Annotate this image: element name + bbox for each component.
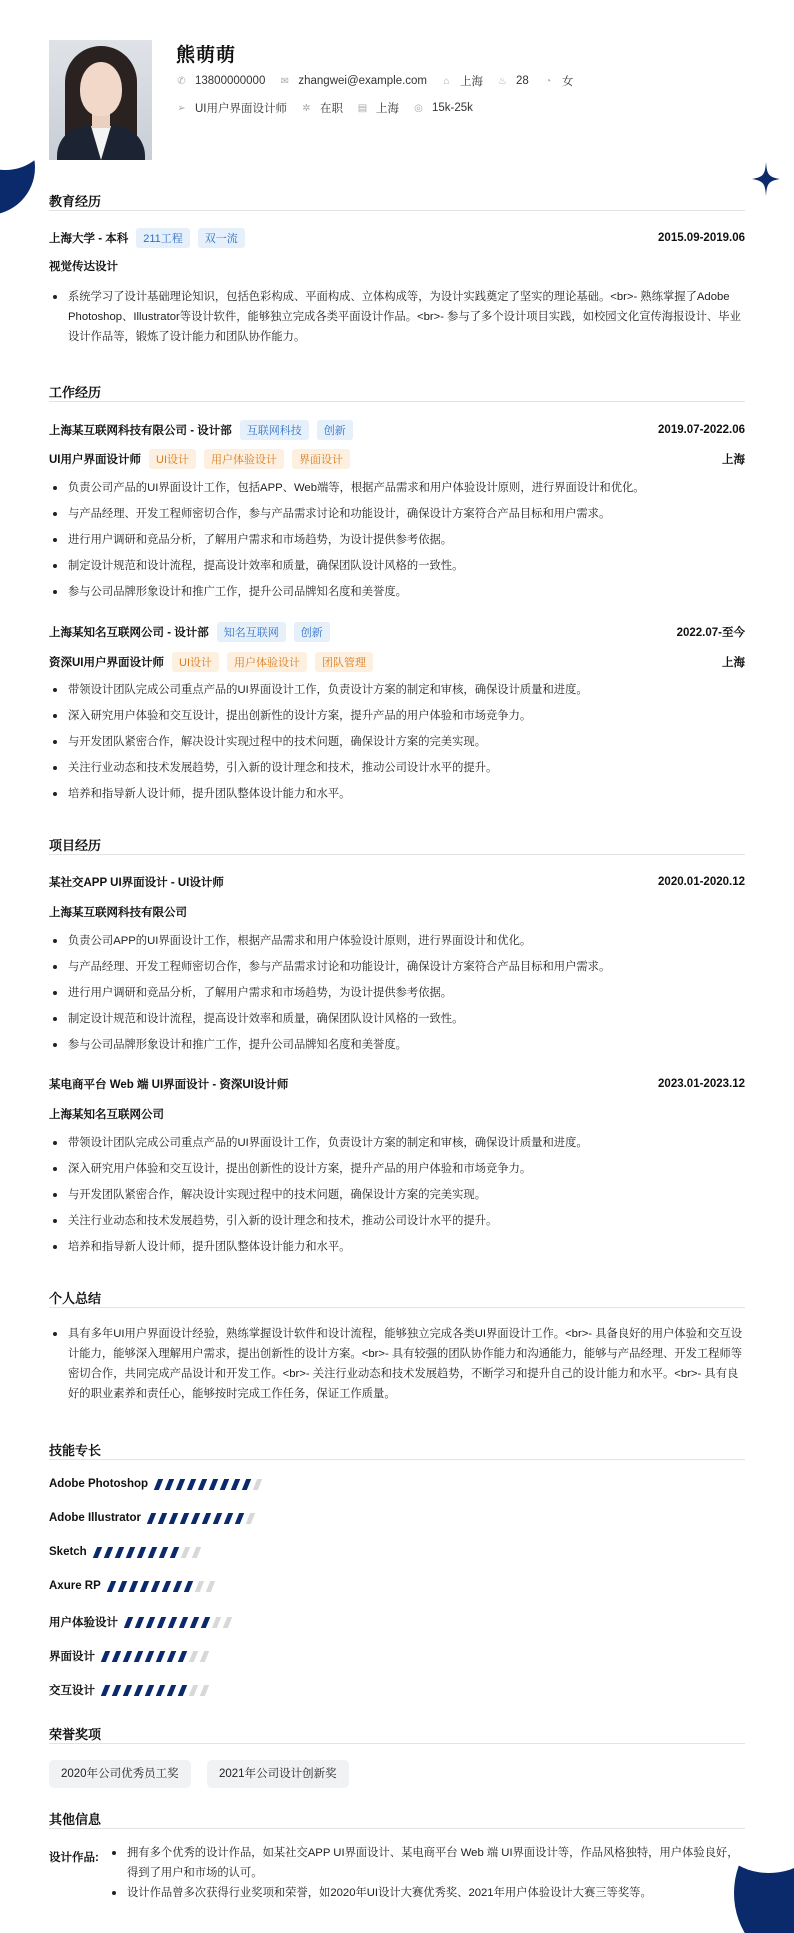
send-icon: ➢ [177,102,186,114]
skill-level-segment [223,1617,232,1628]
work-bullets [49,475,745,605]
skill-level-bar [149,1513,259,1524]
skill-row [49,1512,259,1524]
skill-level-segment [235,1513,244,1524]
contact-row [176,73,587,89]
project-date: 2020.01-2020.12 [658,876,745,888]
list-item: 与开发团队紧密合作，解决设计实现过程中的技术问题，确保设计方案的完美实现。 [49,729,745,755]
list-item: 关注行业动态和技术发展趋势，引入新的设计理念和技术，推动公司设计水平的提升。 [49,1208,745,1234]
skill-level-segment [146,1617,155,1628]
job-status: 在职 [320,103,343,115]
skill-level-segment [202,1513,211,1524]
email-address: zhangwei@example.com [298,75,428,87]
section-title-awards: 荣誉奖项 [49,1727,102,1742]
skill-level-segment [147,1513,156,1524]
skill-level-segment [129,1581,138,1592]
skill-level-segment [140,1581,149,1592]
summary-text [49,1324,745,1404]
position-tag: 团队管理 [315,652,373,672]
gender-item [543,73,574,89]
skill-level-segment [242,1479,251,1490]
education-header [49,228,745,248]
skill-level-segment [145,1685,154,1696]
skill-level-segment [124,1617,133,1628]
divider [49,1459,745,1460]
project-bullets [49,928,745,1058]
skill-level-segment [231,1479,240,1490]
skill-level-segment [114,1547,123,1558]
skill-level-bar [103,1685,213,1696]
skill-level-segment [180,1547,189,1558]
skill-level-segment [167,1651,176,1662]
skill-level-bar [126,1617,236,1628]
work-bullets [49,677,745,807]
gender-icon: ◔ [545,75,552,87]
major-row [49,258,745,274]
award-badge: 2021年公司设计创新奖 [207,1760,349,1788]
skill-level-bar [109,1581,219,1592]
position-tag: UI设计 [149,449,196,469]
award-badge: 2020年公司优秀员工奖 [49,1760,191,1788]
skill-level-segment [134,1651,143,1662]
section-title-projects: 项目经历 [49,838,102,853]
skill-level-segment [118,1581,127,1592]
skill-level-segment [157,1617,166,1628]
list-item: 制定设计规范和设计流程，提高设计效率和质量，确保团队设计风格的一致性。 [49,553,745,579]
divider [49,854,745,855]
skill-level-segment [184,1581,193,1592]
skill-level-segment [165,1479,174,1490]
section-title-work: 工作经历 [49,385,102,400]
education-description [49,287,745,347]
skill-level-segment [123,1685,132,1696]
skill-level-segment [173,1581,182,1592]
skill-level-segment [253,1479,262,1490]
skill-level-segment [195,1581,204,1592]
skill-level-segment [178,1651,187,1662]
education-date: 2015.09-2019.06 [658,232,745,244]
list-item: 深入研究用户体验和交互设计，提出创新性的设计方案，提升产品的用户体验和市场竞争力。 [49,1156,745,1182]
skill-row [49,1478,266,1490]
mail-icon: ✉ [280,75,290,87]
expected-city: 上海 [376,103,399,115]
skill-level-segment [168,1617,177,1628]
skill-level-segment [162,1581,171,1592]
project-company-row [49,1106,745,1122]
skill-level-segment [147,1547,156,1558]
skill-level-bar [95,1547,205,1558]
skill-level-segment [220,1479,229,1490]
gear-icon: ✲ [302,102,311,114]
list-item: 参与公司品牌形象设计和推广工作，提升公司品牌知名度和美誉度。 [49,1032,745,1058]
skill-name: 界面设计 [49,1651,95,1663]
city-item [441,73,483,89]
list-item: 制定设计规范和设计流程，提高设计效率和质量，确保团队设计风格的一致性。 [49,1006,745,1032]
project-company: 上海某互联网科技有限公司 [49,907,187,919]
gender-value: 女 [561,76,574,88]
skill-name: Axure RP [49,1580,101,1592]
company-tag: 互联网科技 [240,420,309,440]
list-item: 关注行业动态和技术发展趋势，引入新的设计理念和技术，推动公司设计水平的提升。 [49,755,745,781]
skill-level-segment [189,1651,198,1662]
skill-name: 用户体验设计 [49,1617,118,1629]
skill-row [49,1614,236,1630]
list-item: 与产品经理、开发工程师密切合作，参与产品需求讨论和功能设计，确保设计方案符合产品目标和用户需求。 [49,501,745,527]
skill-level-segment [169,1513,178,1524]
candidate-name: 熊萌萌 [176,45,237,66]
phone-number: 13800000000 [195,75,266,87]
list-item: 与产品经理、开发工程师密切合作，参与产品需求讨论和功能设计，确保设计方案符合产品目标和用户需求。 [49,954,745,980]
divider [49,1743,745,1744]
project-company: 上海某知名互联网公司 [49,1109,164,1121]
skill-level-segment [112,1685,121,1696]
company-tag: 创新 [294,622,330,642]
skill-level-segment [145,1651,154,1662]
position-row [49,652,745,672]
skill-name: Sketch [49,1546,87,1558]
skill-row [49,1682,213,1698]
skill-level-segment [178,1685,187,1696]
skill-level-segment [92,1547,101,1558]
coin-icon: ◎ [414,102,423,114]
skill-level-segment [190,1617,199,1628]
project-header [49,1076,745,1092]
section-title-education: 教育经历 [49,194,102,209]
skill-name: Adobe Photoshop [49,1478,149,1490]
skill-level-segment [101,1651,110,1662]
divider [49,1307,745,1308]
school-tag: 211工程 [136,228,190,248]
sparkle-star-icon [752,162,780,196]
project-header [49,874,745,890]
skill-level-segment [156,1685,165,1696]
skill-level-segment [103,1547,112,1558]
list-item: 深入研究用户体验和交互设计，提出创新性的设计方案，提升产品的用户体验和市场竞争力。 [49,703,745,729]
list-item: 带领设计团队完成公司重点产品的UI界面设计工作，负责设计方案的制定和审核，确保设计质量和进度。 [49,677,745,703]
skill-level-segment [224,1513,233,1524]
skill-level-segment [125,1547,134,1558]
skill-level-segment [158,1513,167,1524]
skill-row [49,1580,219,1592]
skill-level-segment [167,1685,176,1696]
list-item: 带领设计团队完成公司重点产品的UI界面设计工作，负责设计方案的制定和审核，确保设计质量和进度。 [49,1130,745,1156]
work-date: 2022.07-至今 [676,627,745,639]
section-title-skills: 技能专长 [49,1443,102,1458]
position-title: UI用户界面设计师 [49,454,141,466]
list-item: 培养和指导新人设计师，提升团队整体设计能力和水平。 [49,781,745,807]
company-tag: 创新 [317,420,353,440]
skill-level-segment [134,1685,143,1696]
skill-level-segment [187,1479,196,1490]
work-location: 上海 [722,657,745,669]
work-entry-header [49,622,745,642]
project-date: 2023.01-2023.12 [658,1078,745,1090]
school-tag: 双一流 [198,228,245,248]
skill-level-segment [112,1651,121,1662]
home-icon: ⌂ [443,75,450,87]
profile-photo [49,40,152,160]
section-title-summary: 个人总结 [49,1291,102,1306]
skill-level-segment [209,1479,218,1490]
skill-level-segment [213,1513,222,1524]
phone-icon: ✆ [177,75,186,87]
work-date: 2019.07-2022.06 [658,424,745,436]
skill-level-segment [191,1513,200,1524]
expected-salary: 15k-25k [432,102,473,114]
project-title: 某电商平台 Web 端 UI界面设计 - 资深UI设计师 [49,1079,289,1091]
job-title: UI用户界面设计师 [195,103,287,115]
skill-level-segment [107,1581,116,1592]
divider [49,1828,745,1829]
job-intent-row [176,100,487,116]
list-item: 参与公司品牌形象设计和推广工作，提升公司品牌知名度和美誉度。 [49,579,745,605]
company-name: 上海某知名互联网公司 - 设计部 [49,627,209,639]
skill-level-segment [189,1685,198,1696]
list-item: 进行用户调研和竞品分析，了解用户需求和市场趋势，为设计提供参考依据。 [49,527,745,553]
status-item [301,100,343,116]
skill-level-segment [200,1651,209,1662]
divider [49,210,745,211]
work-entry-header [49,420,745,440]
skill-level-segment [135,1617,144,1628]
job-item [176,100,287,116]
list-item: 系统学习了设计基础理论知识，包括色彩构成、平面构成、立体构成等，为设计实践奠定了坚实的理论基础。<br>- 熟练掌握了Adobe Photoshop、Illustrator等设计软件，能够独立完成各类平面设计作品。<br>- 参与了多个设计项目实践，如校园文化宣传海报设计、毕业设计作品等，锻炼了设计能力和团队协作能力。 [49,287,745,347]
expected-city-item [357,100,399,116]
list-item: 拥有多个优秀的设计作品，如某社交APP UI界面设计、某电商平台 Web 端 UI界面设计等，作品风格独特，用户体验良好，得到了用户和市场的认可。 [108,1843,748,1883]
major-name: 视觉传达设计 [49,261,118,273]
skill-level-segment [212,1617,221,1628]
list-item: 负责公司产品的UI界面设计工作，包括APP、Web端等，根据产品需求和用户体验设计原则，进行界面设计和优化。 [49,475,745,501]
skill-level-segment [180,1513,189,1524]
list-item: 培养和指导新人设计师，提升团队整体设计能力和水平。 [49,1234,745,1260]
company-name: 上海某互联网科技有限公司 - 设计部 [49,425,232,437]
school-name: 上海大学 - 本科 [49,233,129,245]
list-item: 设计作品曾多次获得行业奖项和荣誉，如2020年UI设计大赛优秀奖、2021年用户体验设计大赛三等奖等。 [108,1883,748,1903]
decorative-mask [0,90,50,170]
position-tag: UI设计 [172,652,219,672]
skill-level-segment [191,1547,200,1558]
project-company-row [49,904,745,920]
phone-item [176,75,265,87]
skill-row [49,1648,213,1664]
salary-item [413,102,473,114]
skill-name: Adobe Illustrator [49,1512,142,1524]
position-row [49,449,745,469]
building-icon: ▤ [357,102,368,114]
position-title: 资深UI用户界面设计师 [49,657,164,669]
project-bullets [49,1130,745,1260]
skill-level-bar [156,1479,266,1490]
divider [49,401,745,402]
skill-level-segment [206,1581,215,1592]
skill-level-segment [176,1479,185,1490]
skill-level-segment [169,1547,178,1558]
city-value: 上海 [460,76,484,88]
other-list [108,1843,748,1903]
list-item: 与开发团队紧密合作，解决设计实现过程中的技术问题，确保设计方案的完美实现。 [49,1182,745,1208]
list-item: 具有多年UI用户界面设计经验，熟练掌握设计软件和设计流程，能够独立完成各类UI界面设计工作。<br>- 具备良好的用户体验和交互设计能力，能够深入理解用户需求，提出创新性的设计方案。<br>- 具有较强的团队协作能力和沟通能力，能够与产品经理、开发工程师等密切合作，共同完成产品设计和开发工作。<br>- 关注行业动态和技术发展趋势，不断学习和提升自己的设计能力和水平。<br>- 具有良好的职业素养和责任心，能够按时完成工作任务，保证工作质量。 [49,1324,745,1404]
skill-level-segment [156,1651,165,1662]
work-location: 上海 [722,454,745,466]
position-tag: 用户体验设计 [227,652,307,672]
skill-level-segment [158,1547,167,1558]
list-item: 负责公司APP的UI界面设计工作，根据产品需求和用户体验设计原则，进行界面设计和优化。 [49,928,745,954]
skill-level-bar [103,1651,213,1662]
age-item [497,75,529,87]
skill-level-segment [101,1685,110,1696]
skill-name: 交互设计 [49,1685,95,1697]
section-title-other: 其他信息 [49,1812,102,1827]
other-label: 设计作品: [49,1852,99,1864]
cake-icon: ♨ [498,75,507,87]
project-title: 某社交APP UI界面设计 - UI设计师 [49,877,224,889]
skill-level-segment [179,1617,188,1628]
skill-level-segment [246,1513,255,1524]
skill-level-segment [198,1479,207,1490]
skill-level-segment [200,1685,209,1696]
skill-level-segment [201,1617,210,1628]
list-item: 进行用户调研和竞品分析，了解用户需求和市场趋势，为设计提供参考依据。 [49,980,745,1006]
position-tag: 用户体验设计 [204,449,284,469]
skill-level-segment [154,1479,163,1490]
skill-level-segment [136,1547,145,1558]
age-value: 28 [516,75,529,87]
skill-level-segment [123,1651,132,1662]
position-tag: 界面设计 [292,449,350,469]
skill-row [49,1546,205,1558]
email-item [279,75,427,87]
skill-level-segment [151,1581,160,1592]
company-tag: 知名互联网 [217,622,286,642]
